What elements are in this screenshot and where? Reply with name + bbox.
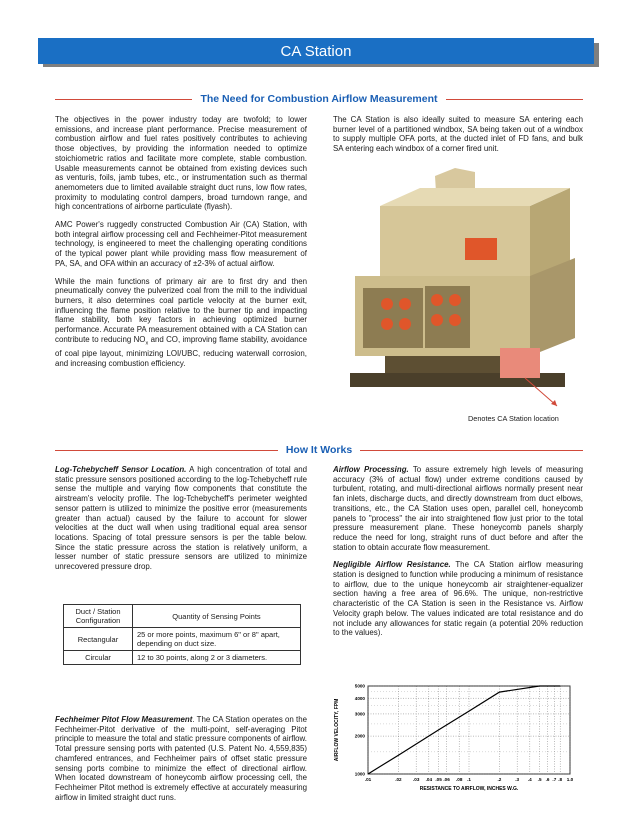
- table-cell: Circular: [64, 651, 133, 665]
- x-tick-label: .03: [412, 777, 420, 782]
- resistance-velocity-chart: [326, 682, 578, 794]
- y-tick-label: 4000: [354, 695, 365, 701]
- how-right-column: [333, 465, 583, 646]
- x-tick-label: .05: [435, 777, 442, 782]
- heading-rule-left: [55, 99, 192, 100]
- x-tick-label: .04: [425, 777, 433, 782]
- x-tick-label: .02: [395, 777, 402, 782]
- table-cell: 25 or more points, maximum 6" or 8" apart, depending on duct size.: [133, 628, 301, 651]
- paragraph: Fechheimer Pitot Flow Measurement. The CA Station operates on the Fechheimer-Pitot derivative of the multi-point, self-averaging Pitot principle to measure the total and static pressure components of airflow. Total pressure sensing ports with patented (U.S. Patent No. 4,559,835) chamfered entrances, and Fechheimer pairs of offset static pressure sensing ports combine to minimize the effect of directional airflow. When located downstream of honeycomb airflow processing cell, the Fechheimer Pitot method is extremely effective at accurately measuring airflow in limited straight duct runs.: [55, 715, 307, 802]
- how-left-column-top: [55, 465, 307, 580]
- x-tick-label: .8: [558, 777, 563, 782]
- x-tick-label: .01: [364, 777, 372, 782]
- x-tick-label: .2: [497, 777, 502, 782]
- section-title-how: How It Works: [285, 444, 353, 456]
- paragraph: AMC Power's ruggedly constructed Combustion Air (CA) Station, with both integral airflow processing cell and Fechheimer-Pitot measurement technology, is engineered to meet the challenging operating conditions of the typical power plant while providing mass flow measurement of PA, SA, and OFA within an accuracy of ±2-3% of actual airflow.: [55, 220, 307, 268]
- location-callout: Denotes CA Station location: [468, 414, 559, 423]
- paragraph: The objectives in the power industry today are twofold; to lower emissions, and increase plant performance. Precise measurement of combustion airflow and fuel rates positively contributes to achieving those objectives, by providing the information needed to optimize stoichiometric ratios and facilitate more complete, stable combustion. Usable measurements cannot be obtained from existing devices such as venturis, foils, jamb tubes, etc., or instrumentation such as thermal anemometers due to limited available straight duct runs, low flow rates, proximity to modulating control dampers, broad turndown range, and high concentrations of airborne particulate (flyash).: [55, 115, 307, 212]
- heading-rule-left: [55, 450, 278, 451]
- section-heading-how: [55, 443, 583, 457]
- x-tick-label: .06: [443, 777, 450, 782]
- paragraph: While the main functions of primary air are to first dry and then pneumatically convey the pulverized coal from the mill to the individual burners, it also determines coal particle velocity at the burner exit, influencing the flame position relative to the burner tip and impacting flame stability, both key factors in achieving optimized burner performance. Accurate PA measurement obtained with a CA Station can contribute to reducing $NO_x$ and CO, improving flame stability, avoidance of coal pipe layout, minimizing LOI/UBC, reducing waterwall corrosion, and increasing combustion efficiency.: [55, 276, 307, 368]
- table-header: Duct / Station Configuration: [64, 605, 133, 628]
- need-right-column: [333, 115, 583, 162]
- heading-rule-right: [360, 450, 583, 451]
- table-row: [64, 628, 301, 651]
- how-left-column-bottom: [55, 715, 307, 810]
- paragraph: Negligible Airflow Resistance. The CA Station airflow measuring station is designed to function while producing a minimum of resistance to airflow, due to the unique honeycomb air straightener-equalizer section having a free area of 96.6%. The unique, non-restrictive characteristic of the CA Station is seen in the Resistance vs. Airflow Velocity graph below. The values indicated are total resistance and do not include any allowances for static regain (a potential 20% reduction to the values).: [333, 560, 583, 638]
- table-header: Quantity of Sensing Points: [133, 605, 301, 628]
- need-left-column: [55, 115, 307, 376]
- x-axis-label: RESISTANCE TO AIRFLOW, INCHES W.G.: [419, 786, 519, 792]
- x-tick-label: .7: [552, 777, 557, 782]
- windbox-illustration: [325, 168, 590, 408]
- y-tick-label: 2000: [354, 733, 365, 739]
- table-cell: Rectangular: [64, 628, 133, 651]
- y-tick-label: 1000: [354, 771, 365, 777]
- x-tick-label: .3: [515, 777, 520, 782]
- sensing-points-table: [63, 604, 301, 665]
- page-title-banner: [38, 38, 594, 64]
- x-tick-label: .5: [537, 777, 542, 782]
- paragraph: The CA Station is also ideally suited to measure SA entering each burner level of a partitioned windbox, SA being taken out of a windbox to supply multiple OFA ports, at the ducted inlet of FD fans, and bulk SA entering each windbox of a corner fired unit.: [333, 115, 583, 154]
- paragraph: Log-Tchebycheff Sensor Location. A high concentration of total and static pressure sensors positioned according to the log-Tchebycheff rule sense the multiple and varying flow components that constitute the airstream's velocity profile. The log-Tchebycheff's perimeter weighted sensor pattern is utilized to minimize the positive error (measurements greater than actual) caused by the failure to account for slower velocities at the duct wall when using traditional equal area sensor locations. Spacing of total pressure sensors is per the table below. Since the static pressure across the station is relatively uniform, a lesser number of static pressure sensors are utilized to minimize unrecovered pressure drop.: [55, 465, 307, 572]
- section-title-need: The Need for Combustion Airflow Measurement: [200, 93, 438, 105]
- x-tick-label: .08: [456, 777, 463, 782]
- x-tick-label: .1: [467, 777, 471, 782]
- x-tick-label: .6: [545, 777, 550, 782]
- x-tick-label: .4: [527, 777, 532, 782]
- x-tick-label: 1.0: [566, 777, 574, 782]
- table-cell: 12 to 30 points, along 2 or 3 diameters.: [133, 651, 301, 665]
- paragraph: Airflow Processing. To assure extremely high levels of measuring accuracy (3% of actual flow) under extreme conditions caused by turbulent, rotating, and multi-directional airflows normally present near fan inlets, discharge ducts, and directly downstream from duct elbows, transitions, etc., the CA Station uses open, parallel cell, honeycomb panels to "process" the air into straightened flow just prior to the total pressure measurement plane. These honeycomb panels sharply reduce the need for long, straight runs of duct before and after the station to obtain accurate flow measurement.: [333, 465, 583, 552]
- heading-rule-right: [446, 99, 583, 100]
- table-header-row: [64, 605, 301, 628]
- section-heading-need: [55, 92, 583, 106]
- page-title: CA Station: [280, 42, 352, 60]
- y-tick-label: 3000: [354, 711, 365, 717]
- table-row: [64, 651, 301, 665]
- y-axis-label: AIRFLOW VELOCITY, FPM: [334, 698, 340, 762]
- y-tick-label: 5000: [354, 683, 365, 689]
